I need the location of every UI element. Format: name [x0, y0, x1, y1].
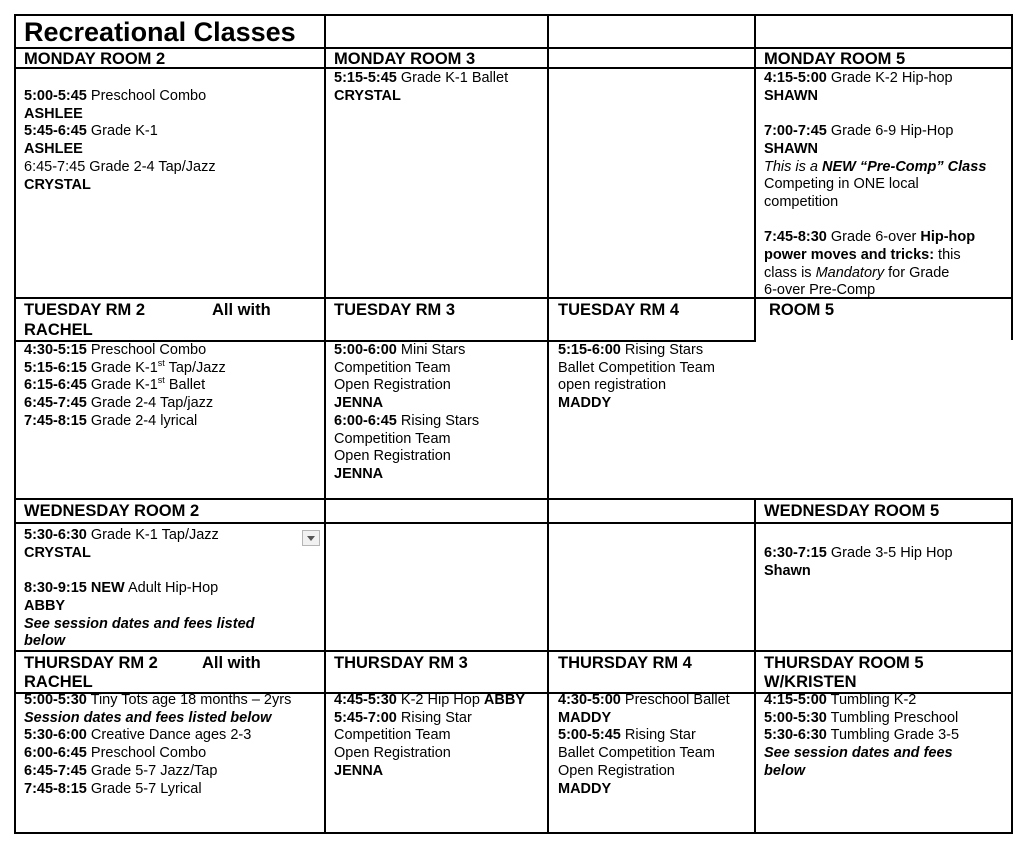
header-tuesday-instructor: RACHEL: [24, 321, 93, 339]
class-note: Competition Team: [334, 430, 451, 447]
page-title: Recreational Classes: [24, 17, 296, 47]
header-tuesday-room-4: TUESDAY RM 4: [558, 301, 680, 319]
class-note: 6-over Pre-Comp: [764, 282, 876, 299]
tuesday-room-3-classes: [334, 342, 479, 484]
chevron-down-icon[interactable]: [302, 530, 320, 546]
class-note: Session dates and fees listed below: [24, 709, 272, 726]
tuesday-room-4-classes: [558, 342, 715, 413]
thursday-room-4-classes: [558, 692, 730, 798]
teacher-name: JENNA: [334, 762, 384, 779]
header-thursday-room-5: THURSDAY ROOM 5: [764, 654, 924, 672]
class-entry: 5:15-6:15 Grade K-1st Tap/Jazz: [24, 357, 226, 376]
class-note: Ballet Competition Team: [558, 359, 715, 376]
class-entry: 5:00-5:45 Rising Star: [558, 727, 696, 744]
class-entry: 4:30-5:00 Preschool Ballet: [558, 692, 730, 708]
class-entry: 6:15-6:45 Grade K-1st Ballet: [24, 375, 206, 394]
class-entry: 8:30-9:15 NEW Adult Hip-Hop: [24, 580, 219, 597]
class-note: competition: [764, 193, 839, 210]
class-note: Competing in ONE local: [764, 176, 919, 193]
teacher-name: SHAWN: [764, 87, 818, 104]
thursday-room-2-classes: [24, 692, 291, 798]
class-entry: 5:30-6:30 Tumbling Grade 3-5: [764, 727, 960, 744]
monday-room-2-classes: [24, 88, 216, 194]
teacher-name: JENNA: [334, 395, 384, 412]
class-entry: 6:00-6:45 Rising Stars: [334, 412, 480, 429]
thursday-room-5-classes: [764, 692, 959, 781]
teacher-name: Shawn: [764, 562, 811, 579]
header-thursday-room-5-instructor: W/KRISTEN: [764, 673, 857, 691]
class-note: power moves and tricks: this: [764, 247, 961, 263]
class-entry: 4:15-5:00 Tumbling K-2: [764, 692, 917, 708]
grid-line: [14, 832, 1013, 834]
class-entry: 6:45-7:45 Grade 2-4 Tap/Jazz: [24, 158, 216, 175]
teacher-name: CRYSTAL: [334, 87, 401, 104]
class-entry: 4:45-5:30 K-2 Hip Hop ABBY: [334, 692, 526, 708]
grid-line: [1011, 498, 1013, 834]
class-entry: 6:45-7:45 Grade 2-4 Tap/jazz: [24, 395, 214, 412]
class-note: open registration: [558, 377, 667, 394]
tuesday-room-2-classes: [24, 342, 226, 431]
class-entry: 4:15-5:00 Grade K-2 Hip-hop: [764, 70, 953, 86]
class-entry: 6:00-6:45 Preschool Combo: [24, 745, 207, 762]
teacher-name: MADDY: [558, 780, 612, 797]
class-entry: 7:45-8:15 Grade 5-7 Lyrical: [24, 780, 202, 797]
class-note: Open Registration: [334, 745, 451, 762]
grid-line: [14, 522, 1013, 524]
grid-line: [547, 14, 549, 834]
class-entry: 5:45-7:00 Rising Star: [334, 709, 472, 726]
header-thursday-room-2: THURSDAY RM 2: [24, 654, 158, 672]
class-note: below: [764, 762, 806, 779]
monday-room-3-classes: [334, 70, 508, 105]
header-wednesday-room-5: WEDNESDAY ROOM 5: [764, 502, 940, 520]
grid-line: [1011, 14, 1013, 340]
thursday-room-3-classes: [334, 692, 525, 781]
class-note: Competition Team: [334, 727, 451, 744]
class-entry: 5:00-6:00 Mini Stars: [334, 342, 466, 358]
teacher-name: ASHLEE: [24, 105, 83, 122]
grid-line: [14, 14, 16, 834]
grid-line: [324, 14, 326, 834]
class-entry: 6:45-7:45 Grade 5-7 Jazz/Tap: [24, 762, 218, 779]
header-monday-room-5: MONDAY ROOM 5: [764, 50, 906, 68]
grid-line: [14, 498, 1013, 500]
class-entry: 5:00-5:30 Tiny Tots age 18 months – 2yrs: [24, 692, 292, 708]
class-entry: 4:30-5:15 Preschool Combo: [24, 342, 207, 358]
class-note: See session dates and fees: [764, 745, 953, 762]
class-entry: 7:45-8:30 Grade 6-over Hip-hop: [764, 229, 976, 246]
teacher-name: ABBY: [24, 597, 66, 614]
class-entry: 5:00-5:30 Tumbling Preschool: [764, 709, 959, 726]
class-entry: 7:45-8:15 Grade 2-4 lyrical: [24, 412, 198, 429]
teacher-name: SHAWN: [764, 140, 818, 157]
wednesday-room-2-classes: [24, 527, 255, 651]
header-monday-room-2: MONDAY ROOM 2: [24, 50, 166, 68]
class-entry: 6:30-7:15 Grade 3-5 Hip Hop: [764, 545, 953, 561]
teacher-name: ASHLEE: [24, 141, 83, 158]
class-note: class is Mandatory for Grade: [764, 264, 950, 281]
header-tuesday-room-5: ROOM 5: [769, 301, 835, 319]
class-note: Open Registration: [334, 377, 451, 394]
class-note: Ballet Competition Team: [558, 745, 715, 762]
class-note: This is a NEW “Pre-Comp” Class: [764, 158, 987, 175]
class-entry: 5:30-6:30 Grade K-1 Tap/Jazz: [24, 527, 219, 543]
class-note: Competition Team: [334, 359, 451, 376]
class-note: below: [24, 633, 66, 650]
class-entry: 5:15-5:45 Grade K-1 Ballet: [334, 70, 509, 86]
class-entry: 5:15-6:00 Rising Stars: [558, 342, 704, 358]
class-entry: 7:00-7:45 Grade 6-9 Hip-Hop: [764, 123, 954, 140]
class-note: Open Registration: [334, 448, 451, 465]
header-thursday-room-3: THURSDAY RM 3: [334, 654, 468, 672]
teacher-name: CRYSTAL: [24, 176, 91, 193]
header-monday-room-3: MONDAY ROOM 3: [334, 50, 476, 68]
header-tuesday-all-with: All with: [212, 301, 271, 319]
grid-line: [754, 498, 756, 834]
header-thursday-instructor: RACHEL: [24, 673, 93, 691]
class-note: See session dates and fees listed: [24, 615, 255, 632]
monday-room-5-classes: [764, 70, 986, 300]
class-entry: 5:00-5:45 Preschool Combo: [24, 88, 207, 104]
header-tuesday-room-2: TUESDAY RM 2: [24, 301, 146, 319]
teacher-name: MADDY: [558, 709, 612, 726]
header-tuesday-room-3: TUESDAY RM 3: [334, 301, 456, 319]
header-thursday-all-with: All with: [202, 654, 261, 672]
grid-line: [754, 14, 756, 340]
teacher-name: MADDY: [558, 395, 612, 412]
class-note: Open Registration: [558, 762, 675, 779]
class-entry: 5:30-6:00 Creative Dance ages 2-3: [24, 727, 252, 744]
teacher-name: CRYSTAL: [24, 544, 91, 561]
header-wednesday-room-2: WEDNESDAY ROOM 2: [24, 502, 200, 520]
header-thursday-room-4: THURSDAY RM 4: [558, 654, 692, 672]
class-entry: 5:45-6:45 Grade K-1: [24, 123, 158, 140]
wednesday-room-5-classes: [764, 545, 953, 580]
teacher-name: JENNA: [334, 465, 384, 482]
